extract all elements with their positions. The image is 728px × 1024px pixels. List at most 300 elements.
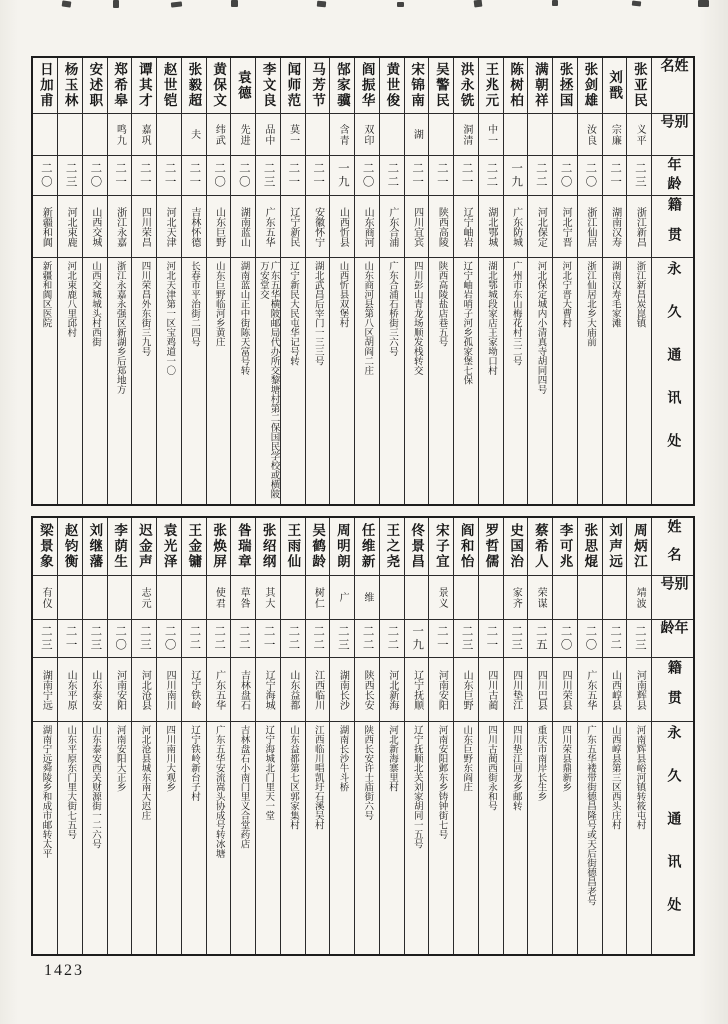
address-text: 湖北武昌后宰门一三三号: [312, 261, 323, 366]
native-text: 河北宁晋: [560, 206, 572, 247]
address-text: 浙江新昌炭崑镇: [634, 261, 645, 328]
alias-cell: [504, 576, 528, 620]
person-column: [454, 518, 479, 954]
directory-table-top: [31, 56, 695, 506]
age-cell: [330, 620, 354, 658]
native-text: 河北束鹿: [65, 206, 77, 247]
native-text: 河北新海: [386, 669, 398, 710]
name-text: 郜家骥: [334, 62, 350, 109]
address-cell: [553, 722, 577, 954]
native-text: 陕西高陵: [436, 206, 448, 247]
native-text: 广东五华: [263, 206, 275, 247]
age-text: 二二: [386, 162, 399, 189]
alias-cell: [627, 114, 651, 156]
age-text: 二〇: [559, 162, 572, 189]
address-text: 广东五华横陂邮局代办所交黎塘村第二保国民学校或横陂万安堂交: [257, 261, 279, 499]
native-cell: [405, 658, 429, 722]
name-cell: [83, 518, 107, 576]
name-cell: [380, 58, 404, 114]
age-text: 二〇: [584, 625, 597, 652]
age-cell: [157, 156, 181, 196]
name-text: 王金镛: [186, 523, 202, 570]
alias-text: 含青: [337, 123, 349, 146]
native-text: 四川宜宾: [411, 206, 423, 247]
age-text: 二三: [460, 625, 473, 652]
address-text: 河南辉县峪河镇转筱屯村: [634, 725, 645, 830]
age-cell: [429, 620, 453, 658]
alias-cell: [157, 114, 181, 156]
person-column: [603, 58, 628, 504]
address-cell: [108, 722, 132, 954]
native-text: 广东五华: [213, 669, 225, 710]
age-text: 二二: [312, 625, 325, 652]
native-text: 辽宁海城: [263, 669, 275, 710]
name-text: 蔡希人: [532, 523, 548, 570]
name-text: 李文良: [260, 62, 276, 109]
scan-artifact: [171, 1, 182, 7]
alias-cell: [380, 576, 404, 620]
address-text: 辽宁抚顺北关刘家胡同一五号: [411, 725, 422, 849]
person-column: [429, 58, 454, 504]
name-text: 满朝祥: [532, 62, 548, 109]
name-text: 闻师范: [285, 62, 301, 109]
native-cell: [157, 658, 181, 722]
name-cell: [108, 518, 132, 576]
age-cell: [58, 620, 82, 658]
header-name-text: 姓名: [658, 58, 688, 86]
alias-cell: [330, 114, 354, 156]
native-cell: [454, 658, 478, 722]
native-cell: [380, 196, 404, 258]
address-cell: [429, 722, 453, 954]
age-cell: [603, 156, 627, 196]
address-cell: [83, 258, 107, 504]
name-text: 张焕屏: [211, 523, 227, 570]
address-cell: [504, 258, 528, 504]
native-text: 浙江仙居: [584, 206, 596, 247]
age-cell: [553, 156, 577, 196]
name-cell: [281, 58, 305, 114]
age-cell: [627, 156, 651, 196]
native-cell: [627, 196, 651, 258]
address-cell: [281, 722, 305, 954]
name-cell: [330, 58, 354, 114]
native-text: 陕西长安: [362, 669, 374, 710]
name-cell: [306, 58, 330, 114]
alias-cell: [355, 576, 379, 620]
address-text: 长春市平治街二四号: [188, 261, 199, 347]
native-cell: [504, 658, 528, 722]
alias-text: 草咎: [238, 586, 250, 609]
address-cell: [355, 722, 379, 954]
age-text: 二二: [534, 162, 547, 189]
alias-cell: [58, 114, 82, 156]
native-cell: [256, 658, 280, 722]
person-column: [231, 58, 256, 504]
name-cell: [132, 58, 156, 114]
name-cell: [504, 518, 528, 576]
header-native-label: [652, 196, 693, 258]
alias-text: 有仪: [40, 586, 52, 609]
alias-text: 使君: [213, 586, 225, 609]
age-text: 一九: [510, 162, 523, 189]
header-native-label: [652, 658, 693, 722]
address-cell: [553, 258, 577, 504]
person-column: [528, 58, 553, 504]
native-cell: [207, 196, 231, 258]
alias-cell: [454, 576, 478, 620]
name-text: 洪永铣: [458, 62, 474, 109]
name-cell: [528, 58, 552, 114]
native-text: 广东合浦: [386, 206, 398, 247]
address-text: 陕西高陵盐店巷五号: [436, 261, 447, 347]
age-text: 二二: [361, 625, 374, 652]
alias-cell: [405, 576, 429, 620]
native-cell: [528, 196, 552, 258]
scan-artifact: [62, 0, 72, 7]
person-column: [256, 518, 281, 954]
age-cell: [454, 156, 478, 196]
name-text: 史国治: [508, 523, 524, 570]
person-column: [429, 518, 454, 954]
alias-cell: [355, 114, 379, 156]
native-text: 广东五华: [584, 669, 596, 710]
age-cell: [207, 620, 231, 658]
name-cell: [380, 518, 404, 576]
address-cell: [157, 722, 181, 954]
header-alias-label: [652, 114, 693, 156]
alias-cell: [603, 576, 627, 620]
alias-text: 汝良: [584, 123, 596, 146]
scan-artifact: [698, 0, 709, 7]
age-cell: [454, 620, 478, 658]
name-text: 王雨仙: [285, 523, 301, 570]
alias-text: 湖: [411, 129, 423, 140]
age-text: 二一: [287, 162, 300, 189]
name-text: 李可兆: [557, 523, 573, 570]
address-cell: [528, 258, 552, 504]
address-text: 山东泰安西关财源街一二六号: [89, 725, 100, 849]
person-column: [504, 518, 529, 954]
header-age-label: [652, 156, 693, 196]
address-text: 重庆市南岸长生乡: [535, 725, 546, 801]
native-text: 辽宁岫岩: [461, 206, 473, 247]
address-text: 辽宁新民大民屯华记号转: [287, 261, 298, 366]
age-cell: [231, 156, 255, 196]
address-cell: [132, 258, 156, 504]
name-cell: [157, 518, 181, 576]
name-cell: [405, 518, 429, 576]
native-text: 浙江永嘉: [114, 206, 126, 247]
address-text: 广东五华安流嵩头协成号转冰塘: [213, 725, 224, 858]
address-cell: [405, 258, 429, 504]
header-address-text: 永久通讯处: [665, 725, 681, 940]
native-cell: [355, 658, 379, 722]
address-cell: [231, 722, 255, 954]
header-native-text: 籍贯: [665, 659, 681, 720]
address-text: 山东平原东门里大街七五号: [65, 725, 76, 839]
name-text: 李荫生: [112, 523, 128, 570]
name-text: 谭其才: [136, 62, 152, 109]
native-text: 四川荣县: [560, 669, 572, 710]
native-text: 辽宁新民: [287, 206, 299, 247]
header-alias-text: 别号: [658, 576, 688, 599]
address-cell: [207, 258, 231, 504]
alias-cell: [603, 114, 627, 156]
age-text: 二三: [633, 162, 646, 189]
native-cell: [405, 196, 429, 258]
person-column: [405, 58, 430, 504]
age-cell: [355, 156, 379, 196]
alias-cell: [528, 576, 552, 620]
alias-text: 纬武: [213, 123, 225, 146]
native-text: 湖南蓝山: [238, 206, 250, 247]
age-text: 二二: [386, 625, 399, 652]
native-cell: [281, 658, 305, 722]
name-text: 周炳江: [631, 523, 647, 570]
name-cell: [33, 58, 57, 114]
address-text: 浙江仙居北乡大庙前: [584, 261, 595, 347]
native-text: 河南安阳: [436, 669, 448, 710]
native-cell: [330, 196, 354, 258]
native-text: 河北沧县: [139, 669, 151, 710]
name-text: 日加甫: [37, 62, 53, 109]
alias-text: 品中: [262, 123, 274, 146]
native-text: 辽宁抚顺: [411, 669, 423, 710]
alias-cell: [83, 114, 107, 156]
age-text: 二〇: [163, 625, 176, 652]
alias-cell: [429, 114, 453, 156]
address-cell: [627, 722, 651, 954]
address-cell: [33, 258, 57, 504]
native-cell: [578, 196, 602, 258]
address-text: 广东五华褛带街德昌隆号或天后街德昌老号: [584, 725, 595, 906]
address-cell: [380, 258, 404, 504]
native-text: 四川垫江: [510, 669, 522, 710]
native-cell: [83, 658, 107, 722]
header-alias-label: [652, 576, 693, 620]
age-cell: [306, 620, 330, 658]
name-cell: [479, 58, 503, 114]
person-column: [207, 58, 232, 504]
name-text: 张思焜: [582, 523, 598, 570]
address-text: 湖北鄂城段家店王家坳口村: [485, 261, 496, 375]
address-text: 吉林盘石小南门里义合堂药店: [238, 725, 249, 849]
person-column: [231, 518, 256, 954]
address-text: 辽宁铁岭新台子村: [188, 725, 199, 801]
age-text: 二一: [114, 162, 127, 189]
address-cell: [83, 722, 107, 954]
name-text: 郑希皋: [112, 62, 128, 109]
name-cell: [553, 518, 577, 576]
age-text: 二二: [237, 625, 250, 652]
address-cell: [330, 258, 354, 504]
alias-cell: [207, 576, 231, 620]
person-column: [479, 518, 504, 954]
native-cell: [578, 658, 602, 722]
person-column: [132, 518, 157, 954]
age-cell: [281, 156, 305, 196]
alias-cell: [108, 576, 132, 620]
native-text: 山东泰安: [89, 669, 101, 710]
address-text: 河北沧县城东南大迟庄: [139, 725, 150, 820]
address-cell: [157, 258, 181, 504]
native-text: 湖北鄂城: [485, 206, 497, 247]
address-text: 新疆和阗区医院: [40, 261, 51, 328]
address-cell: [429, 258, 453, 504]
age-cell: [132, 156, 156, 196]
alias-text: 靖波: [634, 586, 646, 609]
name-text: 黄世俊: [384, 62, 400, 109]
name-cell: [528, 518, 552, 576]
name-text: 张剑雄: [582, 62, 598, 109]
header-age-label: [652, 620, 693, 658]
age-text: 二〇: [114, 625, 127, 652]
address-text: 河北天津第一区宝鸡道一〇: [164, 261, 175, 375]
age-cell: [58, 156, 82, 196]
alias-cell: [33, 576, 57, 620]
name-text: 张亚民: [631, 62, 647, 109]
age-text: 二五: [534, 625, 547, 652]
name-cell: [627, 518, 651, 576]
name-text: 刘戬: [607, 70, 623, 101]
person-column: [58, 58, 83, 504]
person-column: [132, 58, 157, 504]
person-column: [83, 58, 108, 504]
native-text: 湖南汉寿: [609, 206, 621, 247]
age-cell: [504, 620, 528, 658]
address-cell: [528, 722, 552, 954]
address-cell: [479, 258, 503, 504]
age-text: 二二: [213, 625, 226, 652]
person-column: [553, 518, 578, 954]
scan-artifact: [113, 0, 119, 8]
native-cell: [33, 658, 57, 722]
native-cell: [306, 196, 330, 258]
age-cell: [504, 156, 528, 196]
native-text: 江西临川: [312, 669, 324, 710]
native-text: 安徽怀宁: [312, 206, 324, 247]
name-text: 赵钧衡: [62, 523, 78, 570]
age-text: 一九: [336, 162, 349, 189]
person-column: [627, 58, 652, 504]
native-cell: [182, 658, 206, 722]
person-column: [454, 58, 479, 504]
name-cell: [231, 58, 255, 114]
native-cell: [157, 196, 181, 258]
address-text: 湖南蓝山正中街陈天富号转: [238, 261, 249, 375]
person-column: [207, 518, 232, 954]
age-cell: [182, 156, 206, 196]
native-cell: [627, 658, 651, 722]
age-text: 二一: [435, 625, 448, 652]
name-text: 梁景象: [37, 523, 53, 570]
age-text: 二三: [89, 625, 102, 652]
age-text: 二〇: [237, 162, 250, 189]
person-column: [330, 518, 355, 954]
alias-cell: [504, 114, 528, 156]
person-column: [83, 518, 108, 954]
address-cell: [132, 722, 156, 954]
address-text: 湖南宁远舜陵乡和成市邮转太平: [40, 725, 51, 858]
alias-text: 洞清: [460, 123, 472, 146]
alias-cell: [306, 576, 330, 620]
native-cell: [231, 658, 255, 722]
age-cell: [132, 620, 156, 658]
address-text: 河南安阳邺东乡铸钟街七号: [436, 725, 447, 839]
age-text: 二二: [287, 625, 300, 652]
age-cell: [256, 156, 280, 196]
age-text: 二〇: [584, 162, 597, 189]
age-cell: [380, 620, 404, 658]
address-cell: [33, 722, 57, 954]
address-cell: [306, 722, 330, 954]
native-cell: [182, 196, 206, 258]
native-cell: [553, 196, 577, 258]
alias-cell: [553, 114, 577, 156]
alias-cell: [281, 576, 305, 620]
header-name-label: [652, 58, 693, 114]
native-text: 四川巴县: [535, 669, 547, 710]
address-cell: [603, 722, 627, 954]
name-text: 昝瑞章: [235, 523, 251, 570]
alias-cell: [578, 114, 602, 156]
age-text: 二一: [609, 162, 622, 189]
alias-text: 维: [361, 592, 373, 603]
name-cell: [330, 518, 354, 576]
age-cell: [231, 620, 255, 658]
alias-cell: [83, 576, 107, 620]
name-cell: [429, 518, 453, 576]
age-cell: [528, 620, 552, 658]
age-cell: [306, 156, 330, 196]
age-cell: [256, 620, 280, 658]
name-text: 杨玉林: [62, 62, 78, 109]
alias-cell: [157, 576, 181, 620]
native-cell: [380, 658, 404, 722]
name-text: 黄保文: [211, 62, 227, 109]
address-text: 浙江永嘉永强区新湖乡后郑地方: [114, 261, 125, 394]
age-text: 二三: [336, 625, 349, 652]
header-age-text: 年龄: [665, 156, 681, 195]
name-cell: [132, 518, 156, 576]
name-text: 马芳节: [310, 62, 326, 109]
alias-cell: [58, 576, 82, 620]
age-text: 二二: [609, 625, 622, 652]
address-cell: [256, 258, 280, 504]
native-cell: [429, 196, 453, 258]
age-text: 二〇: [213, 162, 226, 189]
native-cell: [504, 196, 528, 258]
person-column: [256, 58, 281, 504]
alias-cell: [306, 114, 330, 156]
age-text: 二一: [64, 625, 77, 652]
alias-text: 家齐: [510, 586, 522, 609]
age-text: 二〇: [559, 625, 572, 652]
alias-text: 广: [337, 592, 349, 603]
age-cell: [479, 620, 503, 658]
native-text: 山东巨野: [213, 206, 225, 247]
alias-cell: [231, 576, 255, 620]
alias-text: 莫一: [287, 123, 299, 146]
name-cell: [281, 518, 305, 576]
alias-text: 志元: [139, 586, 151, 609]
name-cell: [504, 58, 528, 114]
alias-cell: [429, 576, 453, 620]
age-text: 二三: [39, 625, 52, 652]
name-text: 陈树柏: [508, 62, 524, 109]
person-column: [380, 518, 405, 954]
